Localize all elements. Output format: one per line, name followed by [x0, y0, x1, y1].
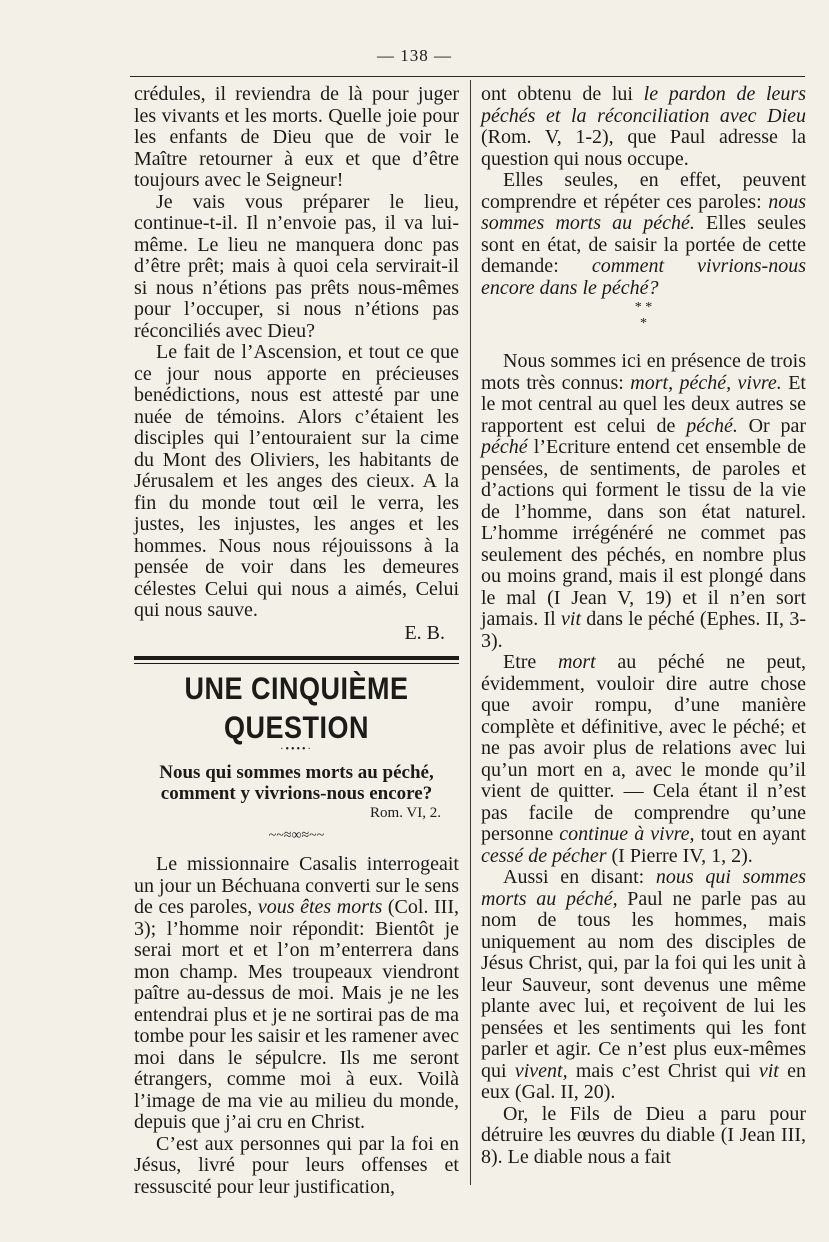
paragraph: Aussi en disant: nous qui sommes morts au péché, Paul ne parle pas au nom de tous les hommes, mais uniquement au nom des disciples de Jésus Christ, qui, par la foi qui les unit à leur Sauveur, sont devenus une même plante avec lui, et reçoivent de lui les pensées et les sentiments qui les font parler et agir. Ce n’est plus eux-mêmes qui vivent, mais c’est Christ qui vit en eux (Gal. II, 20). [481, 866, 806, 1103]
paragraph: crédules, il reviendra de là pour juger les vivants et les morts. Quelle joie pour les enfants de Dieu que de voir le Maître retourner à eux et que d’être toujours avec le Seigneur! [134, 83, 459, 191]
right-column [481, 84, 806, 1168]
article-subheading: Nous qui sommes morts au péché, comment y vivrions-nous encore? [159, 762, 434, 804]
column-divider [470, 80, 471, 1185]
article-headline: UNE CINQUIÈME QUESTION [184, 671, 409, 745]
paragraph: Or, le Fils de Dieu a paru pour détruire les œuvres du diable (I Jean III, 8). Le diable nous a fait [481, 1102, 806, 1168]
signature: E. B. [404, 621, 445, 644]
scripture-reference: Rom. VI, 2. [370, 805, 441, 821]
paragraph: Nous sommes ici en présence de trois mots très connus: mort, péché, vivre. Et le mot central au quel les deux autres se rapportent est celui de péché. Or par péché l’Ecriture entend cet ensemble de pensées, de sentiments, de paroles et d’actions qui forment le tissu de la vie de l’homme, dans son état naturel. L’homme irrégénéré ne commet pas seulement des péchés, en nombre plus ou moins grand, mais il est plongé dans le mal (I Jean V, 19) et il n’en sort jamais. Il vit dans le péché (Ephes. II, 3-3). [481, 350, 807, 652]
paragraph: Le missionnaire Casalis interrogeait un jour un Béchuana converti sur le sens de ces paroles, vous êtes morts (Col. III, 3); l’homme noir répondit: Bientôt je serai mort et et l’on m’enterrera dans mon champ. Mes troupeaux viendront paître au-dessus de moi. Mais je ne les entendrai plus et je ne sortirai pas de ma tombe pour les saisir et les ramener avec moi dans le sépulcre. Ils me seront étrangers, comme moi à eux. Voilà l’image de ma vie au milieu du monde, depuis que j’ai cru en Christ. [134, 853, 459, 1133]
paragraph: Elles seules, en effet, peuvent comprendre et répéter ces paroles: nous sommes morts au péché. Elles seules sont en état, de saisir la portée de cette demande: comment vivrions-nous encore dans le péché? [481, 169, 807, 299]
left-column [134, 84, 459, 1198]
ornament-flourish: ~~≈∞≈~~ [268, 828, 325, 843]
paragraph: Etre mort au péché ne peut, évidemment, vouloir dire autre chose que avoir rompu, d’une manière complète et définitive, avec le péché; et ne pas avoir plus de relations avec lui qu’un mort en a, avec le monde qu’il vient de quitter. — Cela étant il n’est pas facile de comprendre qu’une personne continue à vivre, tout en ayant cessé de pécher (I Pierre IV, 1, 2). [481, 651, 807, 867]
section-rule-thick [134, 656, 459, 660]
ornament-dots: ·••••· [280, 744, 313, 755]
section-star: * [640, 316, 647, 331]
header-rule [130, 76, 805, 77]
paragraph: C’est aux personnes qui par la foi en Jésus, livré pour leurs offenses et ressuscité pour leur justification, [134, 1132, 459, 1198]
paragraph: ont obtenu de lui le pardon de leurs péchés et la réconciliation avec Dieu (Rom. V, 1-2), que Paul adresse la question qui nous occupe. [481, 83, 807, 170]
section-rule-thin [134, 663, 459, 664]
page-number: — 138 — [377, 46, 452, 65]
section-stars: * * [634, 300, 653, 315]
paragraph: Le fait de l’Ascension, et tout ce que ce jour nous apporte en précieuses benédictions, nous est attesté par une nuée de témoins. Alors c’étaient les disciples qui l’entouraient sur la cime du Mont des Oliviers, les habitants de Jérusalem et les anges des cieux. A la fin du monde tout œil le verra, les justes, les injustes, les anges et les hommes. Nous nous réjouissons à la pensée de voir dans les demeures célestes Celui qui nous a aimés, Celui qui nous sauve. [134, 341, 459, 621]
paragraph: Je vais vous préparer le lieu, continue-t-il. Il n’envoie pas, il va lui-même. Le lieu ne manquera donc pas d’être prêt; mais à quoi cela servirait-il si nous n’étions pas prêts nous-mêmes pour l’occuper, si nous n’étions pas réconciliés avec Dieu? [134, 190, 459, 342]
